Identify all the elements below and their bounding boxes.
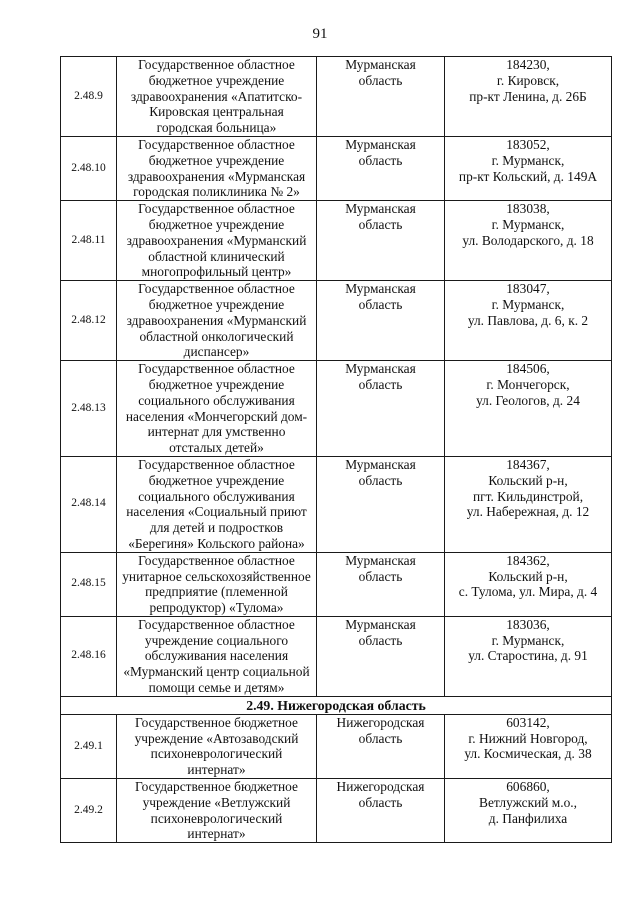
row-number: 2.48.14 xyxy=(61,456,117,552)
institution-name: Государственное областное бюджетное учреждение здравоохранения «Мурманский областной онкологический диспансер» xyxy=(117,281,317,361)
table-row xyxy=(61,136,612,200)
region: Мурманская область xyxy=(317,552,445,616)
row-number: 2.48.10 xyxy=(61,136,117,200)
address: 603142, г. Нижний Новгород, ул. Космическая, д. 38 xyxy=(445,714,612,778)
region: Мурманская область xyxy=(317,136,445,200)
section-row xyxy=(61,696,612,714)
region: Нижегородская область xyxy=(317,714,445,778)
institution-name: Государственное областное бюджетное учреждение социального обслуживания населения «Мончегорский дом- интернат для умственно отсталых детей» xyxy=(117,361,317,457)
region: Мурманская область xyxy=(317,616,445,696)
address: 184367, Кольский р-н, пгт. Кильдинстрой, ул. Набережная, д. 12 xyxy=(445,456,612,552)
institutions-table-body xyxy=(61,57,612,843)
institution-name: Государственное бюджетное учреждение «Автозаводский психоневрологический интернат» xyxy=(117,714,317,778)
row-number: 2.48.15 xyxy=(61,552,117,616)
table-row xyxy=(61,616,612,696)
table-row xyxy=(61,281,612,361)
region: Мурманская область xyxy=(317,281,445,361)
address: 183052, г. Мурманск, пр-кт Кольский, д. 149А xyxy=(445,136,612,200)
address: 183038, г. Мурманск, ул. Володарского, д. 18 xyxy=(445,201,612,281)
table-row xyxy=(61,714,612,778)
address: 184230, г. Кировск, пр-кт Ленина, д. 26Б xyxy=(445,57,612,137)
institution-name: Государственное областное бюджетное учреждение здравоохранения «Апатитско- Кировская центральная городская больница» xyxy=(117,57,317,137)
table-row xyxy=(61,456,612,552)
table-row xyxy=(61,201,612,281)
address: 184362, Кольский р-н, с. Тулома, ул. Мира, д. 4 xyxy=(445,552,612,616)
institution-name: Государственное областное учреждение социального обслуживания населения «Мурманский центр социальной помощи семье и детям» xyxy=(117,616,317,696)
region: Мурманская область xyxy=(317,456,445,552)
address: 184506, г. Мончегорск, ул. Геологов, д. 24 xyxy=(445,361,612,457)
region: Мурманская область xyxy=(317,57,445,137)
region: Нижегородская область xyxy=(317,779,445,843)
row-number: 2.48.12 xyxy=(61,281,117,361)
institution-name: Государственное областное унитарное сельскохозяйственное предприятие (племенной репродуктор) «Тулома» xyxy=(117,552,317,616)
row-number: 2.48.13 xyxy=(61,361,117,457)
institutions-table xyxy=(60,56,612,843)
section-title: 2.49. Нижегородская область xyxy=(61,696,612,714)
row-number: 2.48.9 xyxy=(61,57,117,137)
row-number: 2.48.11 xyxy=(61,201,117,281)
institution-name: Государственное бюджетное учреждение «Ветлужский психоневрологический интернат» xyxy=(117,779,317,843)
page-number: 91 xyxy=(312,26,328,42)
table-row xyxy=(61,57,612,137)
row-number: 2.49.2 xyxy=(61,779,117,843)
address: 183047, г. Мурманск, ул. Павлова, д. 6, к. 2 xyxy=(445,281,612,361)
table-row xyxy=(61,552,612,616)
address: 606860, Ветлужский м.о., д. Панфилиха xyxy=(445,779,612,843)
region: Мурманская область xyxy=(317,361,445,457)
row-number: 2.48.16 xyxy=(61,616,117,696)
institution-name: Государственное областное бюджетное учреждение здравоохранения «Мурманская городская поликлиника № 2» xyxy=(117,136,317,200)
table-row xyxy=(61,779,612,843)
institution-name: Государственное областное бюджетное учреждение социального обслуживания населения «Социальный приют для детей и подростков «Берегиня» Кольского района» xyxy=(117,456,317,552)
address: 183036, г. Мурманск, ул. Старостина, д. 91 xyxy=(445,616,612,696)
institution-name: Государственное областное бюджетное учреждение здравоохранения «Мурманский областной клинический многопрофильный центр» xyxy=(117,201,317,281)
region: Мурманская область xyxy=(317,201,445,281)
row-number: 2.49.1 xyxy=(61,714,117,778)
table-row xyxy=(61,361,612,457)
